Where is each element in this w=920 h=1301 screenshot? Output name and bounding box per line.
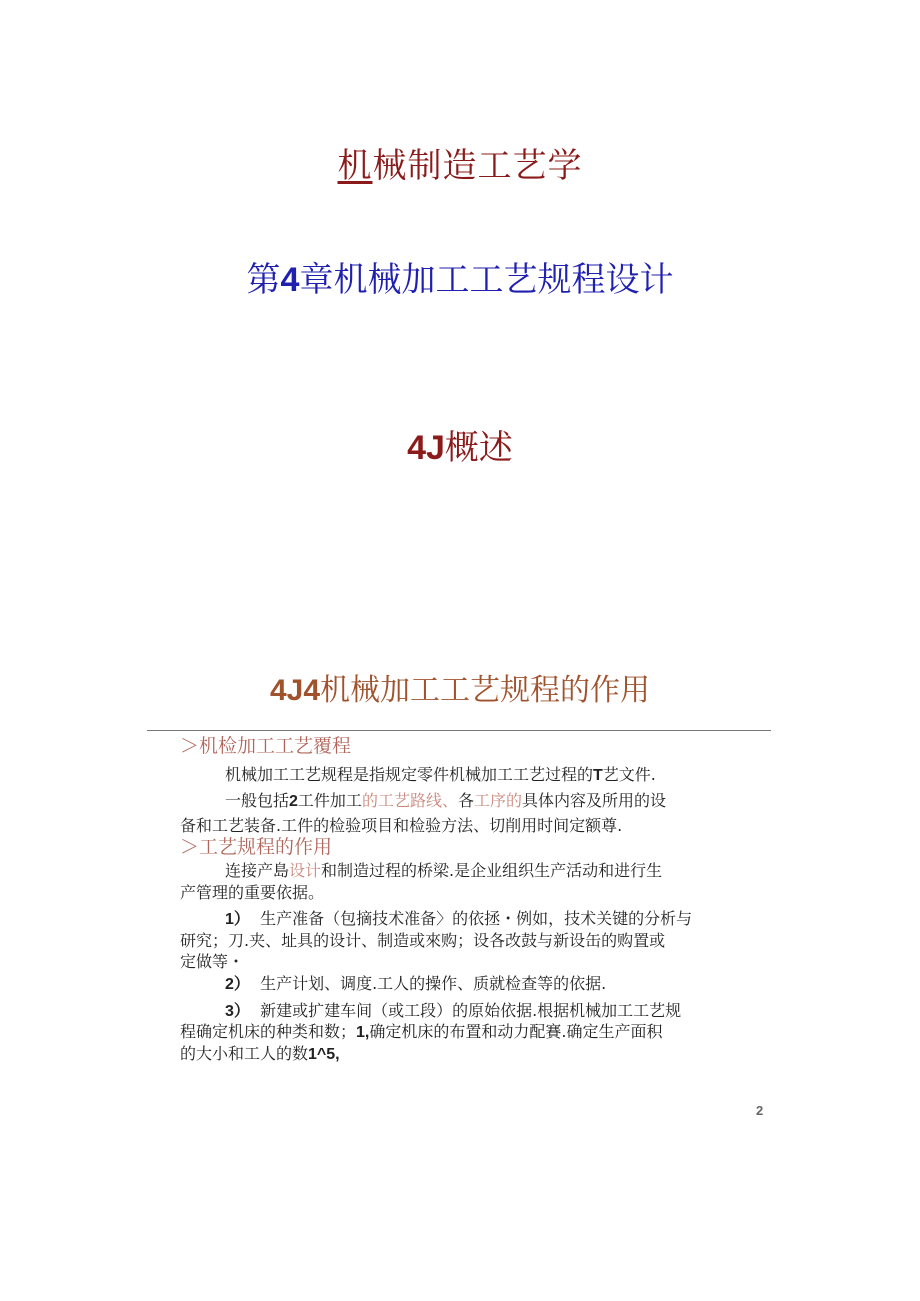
list-item-3-number: 3）	[225, 1003, 250, 1020]
p2-b: 工件加工	[297, 791, 362, 810]
book-title	[0, 138, 920, 187]
chapter-title	[0, 252, 920, 301]
paragraph-bridge-line2: 产管理的重要依据。	[180, 883, 325, 902]
list-item-1-line1	[225, 906, 692, 929]
heading-role: ＞工艺规程的作用	[180, 836, 333, 858]
book-title-rest: 械制造工艺学	[372, 146, 583, 186]
list-item-2	[225, 971, 606, 994]
item3-line3-bold: 1^5,	[308, 1046, 340, 1063]
list-item-1-text: 生产准备（包摘技术准备〉的依拯・例如，技术关键的分析与	[260, 909, 693, 928]
list-item-1-line2: 研究；刀.夹、址具的设计、制造或來购；设各改鼓与新设缶的购置或	[180, 931, 666, 950]
item3-line2-a: 程确定机床的种类和数；	[180, 1022, 357, 1041]
chapter-prefix: 第	[246, 260, 281, 300]
list-item-2-text: 生产计划、调度.工人的操作、质就检查等的依据.	[260, 974, 607, 993]
list-item-3-text: 新建或扩建车间（或工段）的原始依据.根据机械加工工艺规	[260, 1001, 682, 1020]
p3-a: 连接产島	[225, 861, 290, 880]
p2-highlight-process: 工序的	[473, 791, 522, 810]
p3-highlight-design: 设计	[289, 861, 322, 880]
paragraph-definition-bold: T	[593, 767, 603, 784]
paragraph-contents-line1	[225, 788, 666, 811]
chapter-number: 4	[280, 261, 300, 299]
item3-line2-bold: 1,	[356, 1024, 370, 1041]
subsection-number: 4J4	[269, 674, 321, 707]
paragraph-definition	[225, 762, 656, 785]
subsection-title	[0, 665, 920, 709]
book-title-first-char: 机	[337, 146, 373, 186]
heading-process-plan: ＞机检加工工艺覆程	[180, 735, 352, 757]
paragraph-bridge-line1	[225, 858, 662, 881]
list-item-1-number: 1）	[225, 911, 250, 928]
p2-a: 一般包括	[225, 791, 290, 810]
p2-c: 各	[457, 791, 474, 810]
item3-line3-a: 的大小和工人的数	[180, 1044, 309, 1063]
paragraph-definition-tail: 艺文件.	[602, 765, 656, 784]
item3-line2-b: 确定机床的布置和动力配賽.确定生产面积	[369, 1022, 663, 1041]
list-item-3-line2	[180, 1019, 662, 1042]
section-number: 4J	[407, 429, 445, 467]
p3-b: 和制造过程的桥梁.是企业组织生产活动和进行生	[321, 861, 663, 880]
chapter-name: 章机械加工工艺规程设计	[299, 260, 674, 300]
subsection-name: 机械加工工艺规程的作用	[320, 673, 651, 708]
p2-d: 具体内容及所用的设	[521, 791, 666, 810]
list-item-1-line3: 定做等・	[180, 952, 245, 971]
paragraph-contents-line2: 备和工艺装备.工件的检验项目和检验方法、切削用时间定额尊.	[180, 816, 623, 835]
list-item-3-line1	[225, 998, 681, 1021]
p2-highlight-route: 的工艺路线、	[361, 791, 458, 810]
section-title	[0, 420, 920, 469]
p2-bold: 2	[289, 793, 298, 810]
section-name: 概述	[444, 428, 513, 468]
paragraph-definition-text: 机械加工工艺规程是指规定零件机械加工工艺过程的	[225, 765, 594, 784]
page-number: 2	[756, 1103, 764, 1118]
list-item-3-line3	[180, 1041, 340, 1064]
list-item-2-number: 2）	[225, 976, 250, 993]
